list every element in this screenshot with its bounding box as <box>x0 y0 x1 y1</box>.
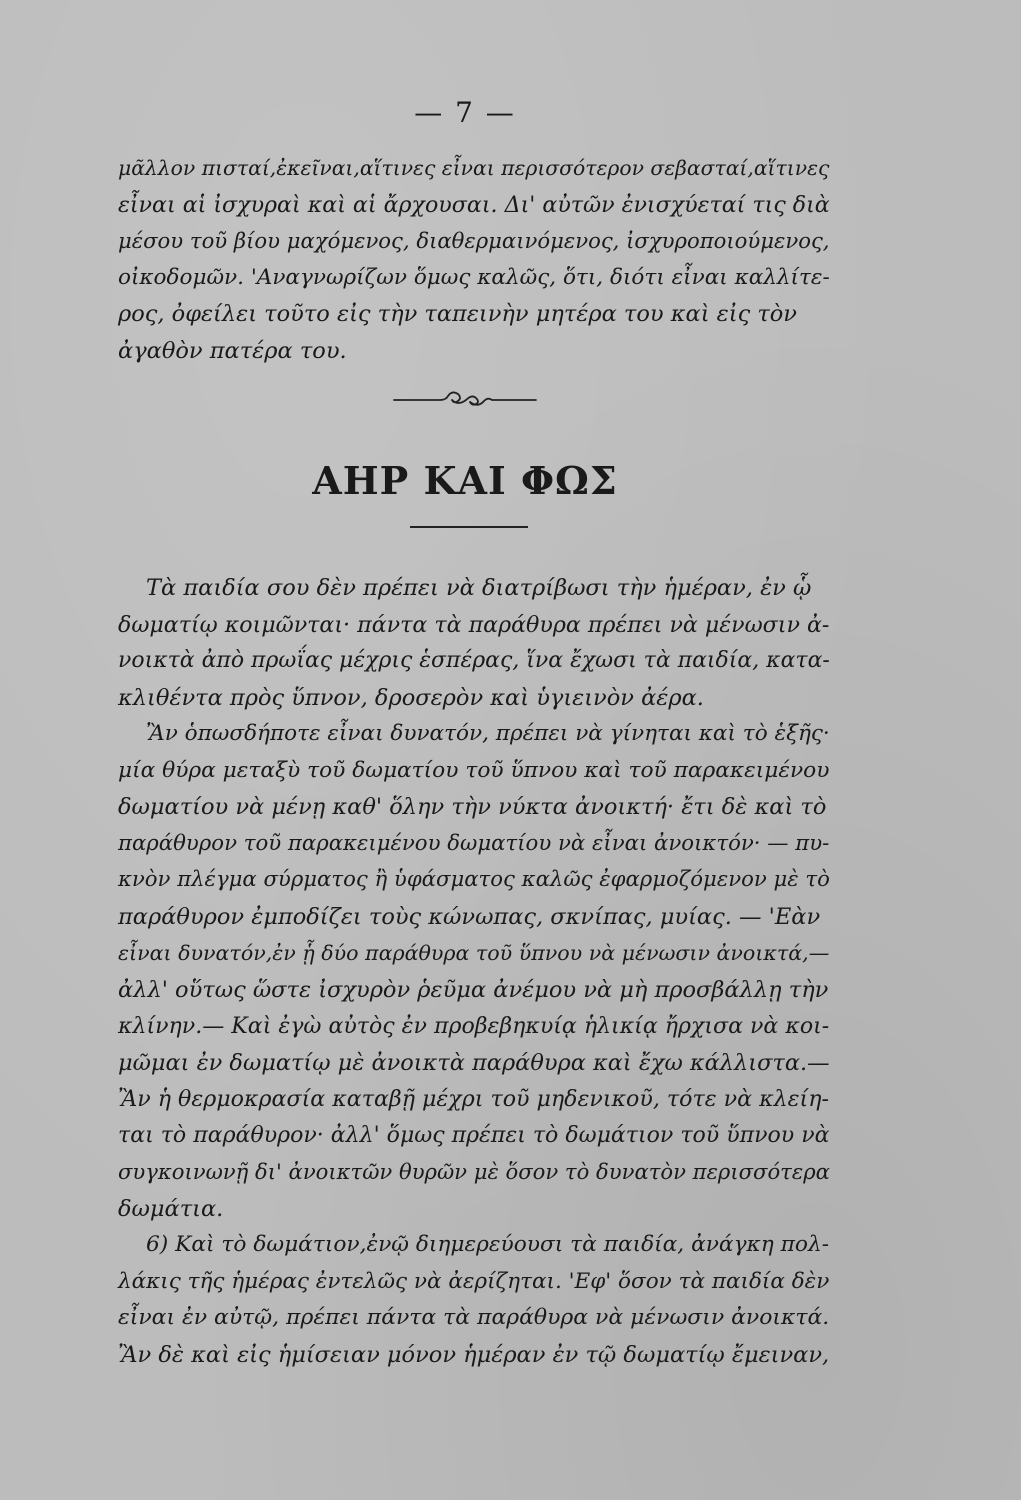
text-line: μῶμαι ἐν δωματίῳ μὲ ἀνοικτὰ παράθυρα καὶ ἔχω κάλλιστα.— <box>118 1049 830 1076</box>
intro-paragraph <box>118 150 830 369</box>
text-line: Τὰ παιδία σου δὲν πρέπει νὰ διατρίβωσι τὴν ἡμέραν, ἐν ᾧ <box>146 575 812 601</box>
body-text <box>118 570 830 1373</box>
text-line: νοικτὰ ἀπὸ πρωΐας μέχρις ἑσπέρας, ἵνα ἔχωσι τὰ παιδία, κατα- <box>118 648 830 673</box>
text-line: οἰκοδομῶν. 'Αναγνωρίζων ὅμως καλῶς, ὅτι, διότι εἶναι καλλίτε- <box>118 264 830 290</box>
text-line: ἀλλ' οὕτως ὥστε ἰσχυρὸν ῥεῦμα ἀνέμου νὰ μὴ προσβάλλῃ τὴν <box>118 976 829 1003</box>
text-line: δωματίου νὰ μένῃ καθ' ὅλην τὴν νύκτα ἀνοικτή· ἔτι δὲ καὶ τὸ <box>118 794 827 820</box>
ornamental-divider-icon <box>392 384 538 414</box>
text-line: εἶναι δυνατόν,ἐν ᾗ δύο παράθυρα τοῦ ὕπνου νὰ μένωσιν ἀνοικτά,— <box>118 941 830 965</box>
page-number: — 7 — <box>414 96 516 129</box>
text-line: κλίνην.— Καὶ ἐγὼ αὐτὸς ἐν προβεβηκυίᾳ ἡλικίᾳ ἤρχισα νὰ κοι- <box>118 1013 830 1039</box>
text-line: λάκις τῆς ἡμέρας ἐντελῶς νὰ ἀερίζηται. 'Εφ' ὅσον τὰ παιδία δὲν <box>118 1268 830 1294</box>
text-line: μέσου τοῦ βίου μαχόμενος, διαθερμαινόμενος, ἰσχυροποιούμενος, <box>118 228 830 253</box>
text-line: ται τὸ παράθυρον· ἀλλ' ὅμως πρέπει τὸ δωμάτιον τοῦ ὕπνου νὰ <box>118 1122 830 1148</box>
text-line: παράθυρον ἐμποδίζει τοὺς κώνωπας, σκνίπας, μυίας. — 'Εὰν <box>118 903 821 930</box>
text-line: Ἂν ἡ θερμοκρασία καταβῇ μέχρι τοῦ μηδενικοῦ, τότε νὰ κλείη- <box>118 1086 829 1112</box>
text-line: ρος, ὀφείλει τοῦτο εἰς τὴν ταπεινὴν μητέρα του καὶ εἰς τὸν <box>118 301 797 327</box>
text-line: Ἂν δὲ καὶ εἰς ἡμίσειαν μόνον ἡμέραν ἐν τῷ δωματίῳ ἔμειναν, <box>118 1341 830 1368</box>
text-line: κλιθέντα πρὸς ὕπνον, δροσερὸν καὶ ὑγιεινὸν ἀέρα. <box>118 684 704 711</box>
text-line: μία θύρα μεταξὺ τοῦ δωματίου τοῦ ὕπνου καὶ τοῦ παρακειμένου <box>118 757 830 783</box>
text-line: παράθυρον τοῦ παρακειμένου δωματίου νὰ εἶναι ἀνοικτόν· — πυ- <box>118 830 830 856</box>
text-line: εἶναι ἐν αὐτῷ, πρέπει πάντα τὰ παράθυρα νὰ μένωσιν ἀνοικτά. <box>118 1305 830 1330</box>
text-line: εἶναι αἱ ἰσχυραὶ καὶ αἱ ἄρχουσαι. Δι' αὐτῶν ἐνισχύεταί τις διὰ <box>118 191 830 218</box>
text-line: κνὸν πλέγμα σύρματος ἢ ὑφάσματος καλῶς ἐφαρμοζόμενον μὲ τὸ <box>118 867 830 892</box>
text-line: δωμάτια. <box>118 1195 224 1222</box>
title-rule <box>410 526 528 528</box>
text-line: 6) Καὶ τὸ δωμάτιον,ἐνῷ διημερεύουσι τὰ παιδία, ἀνάγκη πολ- <box>146 1232 830 1257</box>
text-line: μᾶλλον πισταί,ἐκεῖναι,αἵτινες εἶναι περισσότερον σεβασταί,αἵτινες <box>118 156 830 180</box>
text-line: ἀγαθὸν πατέρα του. <box>118 337 347 364</box>
text-line: δωματίῳ κοιμῶνται· πάντα τὰ παράθυρα πρέπει νὰ μένωσιν ἀ- <box>118 611 830 638</box>
text-line: Ἂν ὁπωσδήποτε εἶναι δυνατόν, πρέπει νὰ γίνηται καὶ τὸ ἑξῆς· <box>146 721 830 746</box>
text-line: συγκοινωνῇ δι' ἀνοικτῶν θυρῶν μὲ ὅσον τὸ δυνατὸν περισσότερα <box>118 1159 830 1184</box>
section-title: ΑΗΡ ΚΑΙ ΦΩΣ <box>312 458 618 503</box>
